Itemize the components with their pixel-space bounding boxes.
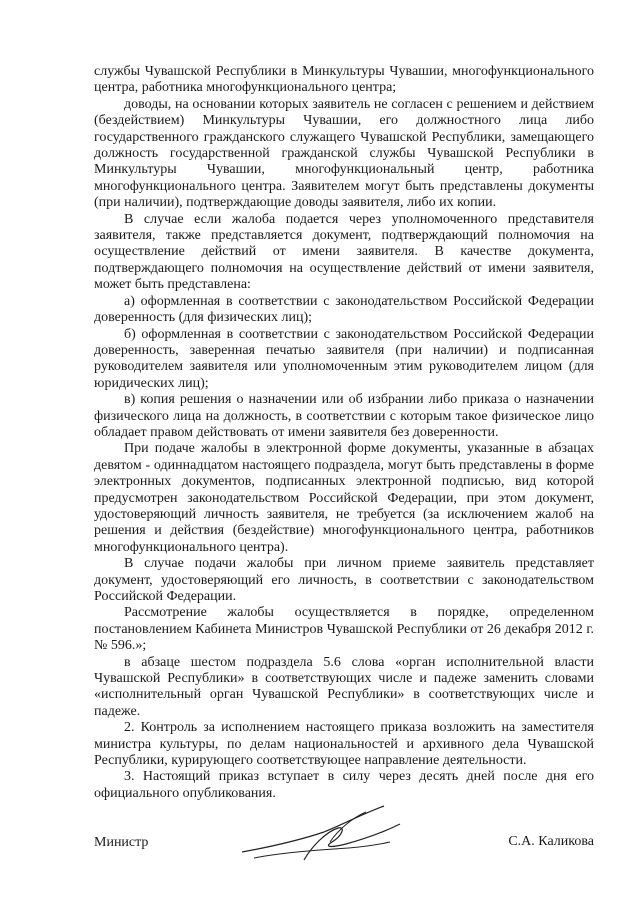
paragraph: 3. Настоящий приказ вступает в силу через десять дней после дня его официального опубликования. — [94, 769, 594, 801]
paragraph: в) копия решения о назначении или об избрании либо приказа о назначении физического лица на должность, в соответствии с которым такое физическое лицо обладает правом действовать от имени заявителя без доверенности. — [94, 392, 594, 440]
paragraph: в абзаце шестом подраздела 5.6 слова «орган исполнительной власти Чувашской Республики» в соответствующих числе и падеже заменить словами «исполнительный орган Чувашской Республики» в соответствующих числе и падеже. — [94, 654, 594, 719]
signatory-position: Министр — [94, 835, 149, 850]
paragraph: б) оформленная в соответствии с законодательством Российской Федерации доверенность, заверенная печатью заявителя (при наличии) и подписанная руководителем заявителя или уполномоченным этим руководителем лицом (для юридических лиц); — [94, 326, 594, 391]
signature-block — [94, 826, 594, 866]
paragraph: В случае подачи жалобы при личном приеме заявитель представляет документ, удостоверяющий его личность, в соответствии с законодательством Российской Федерации. — [94, 556, 594, 604]
paragraph: а) оформленная в соответствии с законодательством Российской Федерации доверенность (для физических лиц); — [94, 293, 594, 326]
paragraph: 2. Контроль за исполнением настоящего приказа возложить на заместителя министра культуры, по делам национальностей и архивного дела Чувашской Республики, курирующего соответствующее направление деятельности. — [94, 720, 594, 769]
paragraph: доводы, на основании которых заявитель не согласен с решением и действием (бездействием) Минкультуры Чувашии, его должностного лица либо государственного гражданского служащего Чувашской Республики, замещающего должность государственной гражданской службы Чувашской Республики в Минкультуры Чувашии, многофункциональный центр, работника многофункционального центра. Заявителем могут быть представлены документы (при наличии), подтверждающие доводы заявителя, либо их копии. — [94, 96, 594, 211]
handwritten-signature — [234, 802, 404, 864]
signatory-name: С.А. Каликова — [508, 834, 594, 849]
paragraph: При подаче жалобы в электронной форме документы, указанные в абзацах девятом - одиннадцатом настоящего подраздела, могут быть представлены в форме электронных документов, подписанных электронной подписью, вид которой предусмотрен законодательством Российской Федерации, при этом документ, удостоверяющий личность заявителя, не требуется (за исключением жалоб на решения и действия (бездействие) многофункционального центра, работников многофункционального центра). — [94, 441, 594, 555]
paragraph: службы Чувашской Республики в Минкультуры Чувашии, многофункционального центра, работника многофункционального центра; — [94, 64, 594, 96]
paragraph: Рассмотрение жалобы осуществляется в порядке, определенном постановлением Кабинета Министров Чувашской Республики от 26 декабря 2012 г. № 596.»; — [94, 605, 594, 654]
document-body — [94, 64, 594, 802]
paragraph: В случае если жалоба подается через уполномоченного представителя заявителя, также представляется документ, подтверждающий полномочия на осуществление действий от имени заявителя. В качестве документа, подтверждающего полномочия на осуществление действий от имени заявителя, может быть представлена: — [94, 211, 594, 293]
